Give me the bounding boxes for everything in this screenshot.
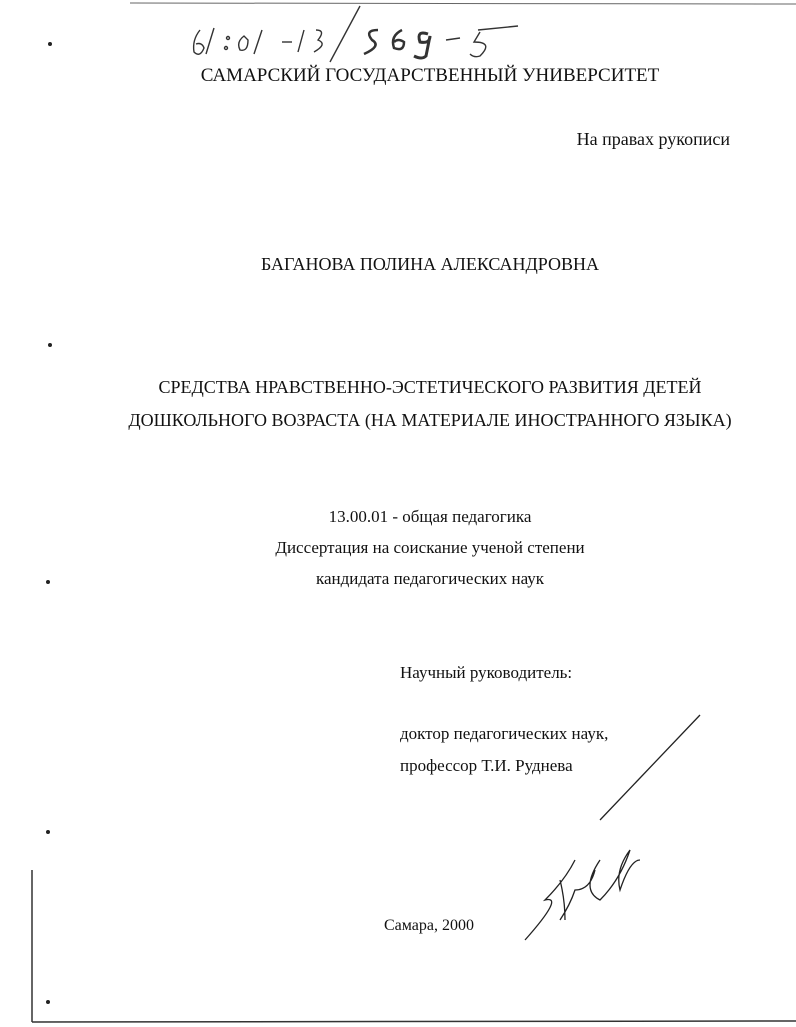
title-line-1: СРЕДСТВА НРАВСТВЕННО-ЭСТЕТИЧЕСКОГО РАЗВИТИЯ ДЕТЕЙ: [158, 377, 702, 397]
degree-line-2: кандидата педагогических наук: [315, 569, 545, 588]
advisor-name: профессор Т.И. Руднева: [400, 756, 573, 775]
degree-line-1: Диссертация на соискание ученой степени: [275, 538, 585, 557]
advisor-label: Научный руководитель:: [400, 663, 573, 682]
handwritten-stamp: [194, 6, 518, 62]
title-line-2: ДОШКОЛЬНОГО ВОЗРАСТА (НА МАТЕРИАЛЕ ИНОСТРАННОГО ЯЗЫКА): [128, 410, 732, 430]
bottom-edge-line: [32, 1021, 796, 1022]
scan-dot: [46, 1000, 50, 1004]
rights-note: На правах рукописи: [576, 129, 730, 149]
place-year: Самара, 2000: [384, 917, 474, 934]
signature-mark: [525, 715, 700, 940]
top-edge-line: [130, 3, 796, 4]
scan-dot: [48, 343, 52, 347]
scan-dot: [48, 42, 52, 46]
university-name: САМАРСКИЙ ГОСУДАРСТВЕННЫЙ УНИВЕРСИТЕТ: [200, 65, 660, 86]
specialty: 13.00.01 - общая педагогика: [328, 507, 532, 526]
scan-dot: [46, 830, 50, 834]
advisor-degree: доктор педагогических наук,: [400, 724, 609, 743]
author-name: БАГАНОВА ПОЛИНА АЛЕКСАНДРОВНА: [260, 254, 600, 274]
